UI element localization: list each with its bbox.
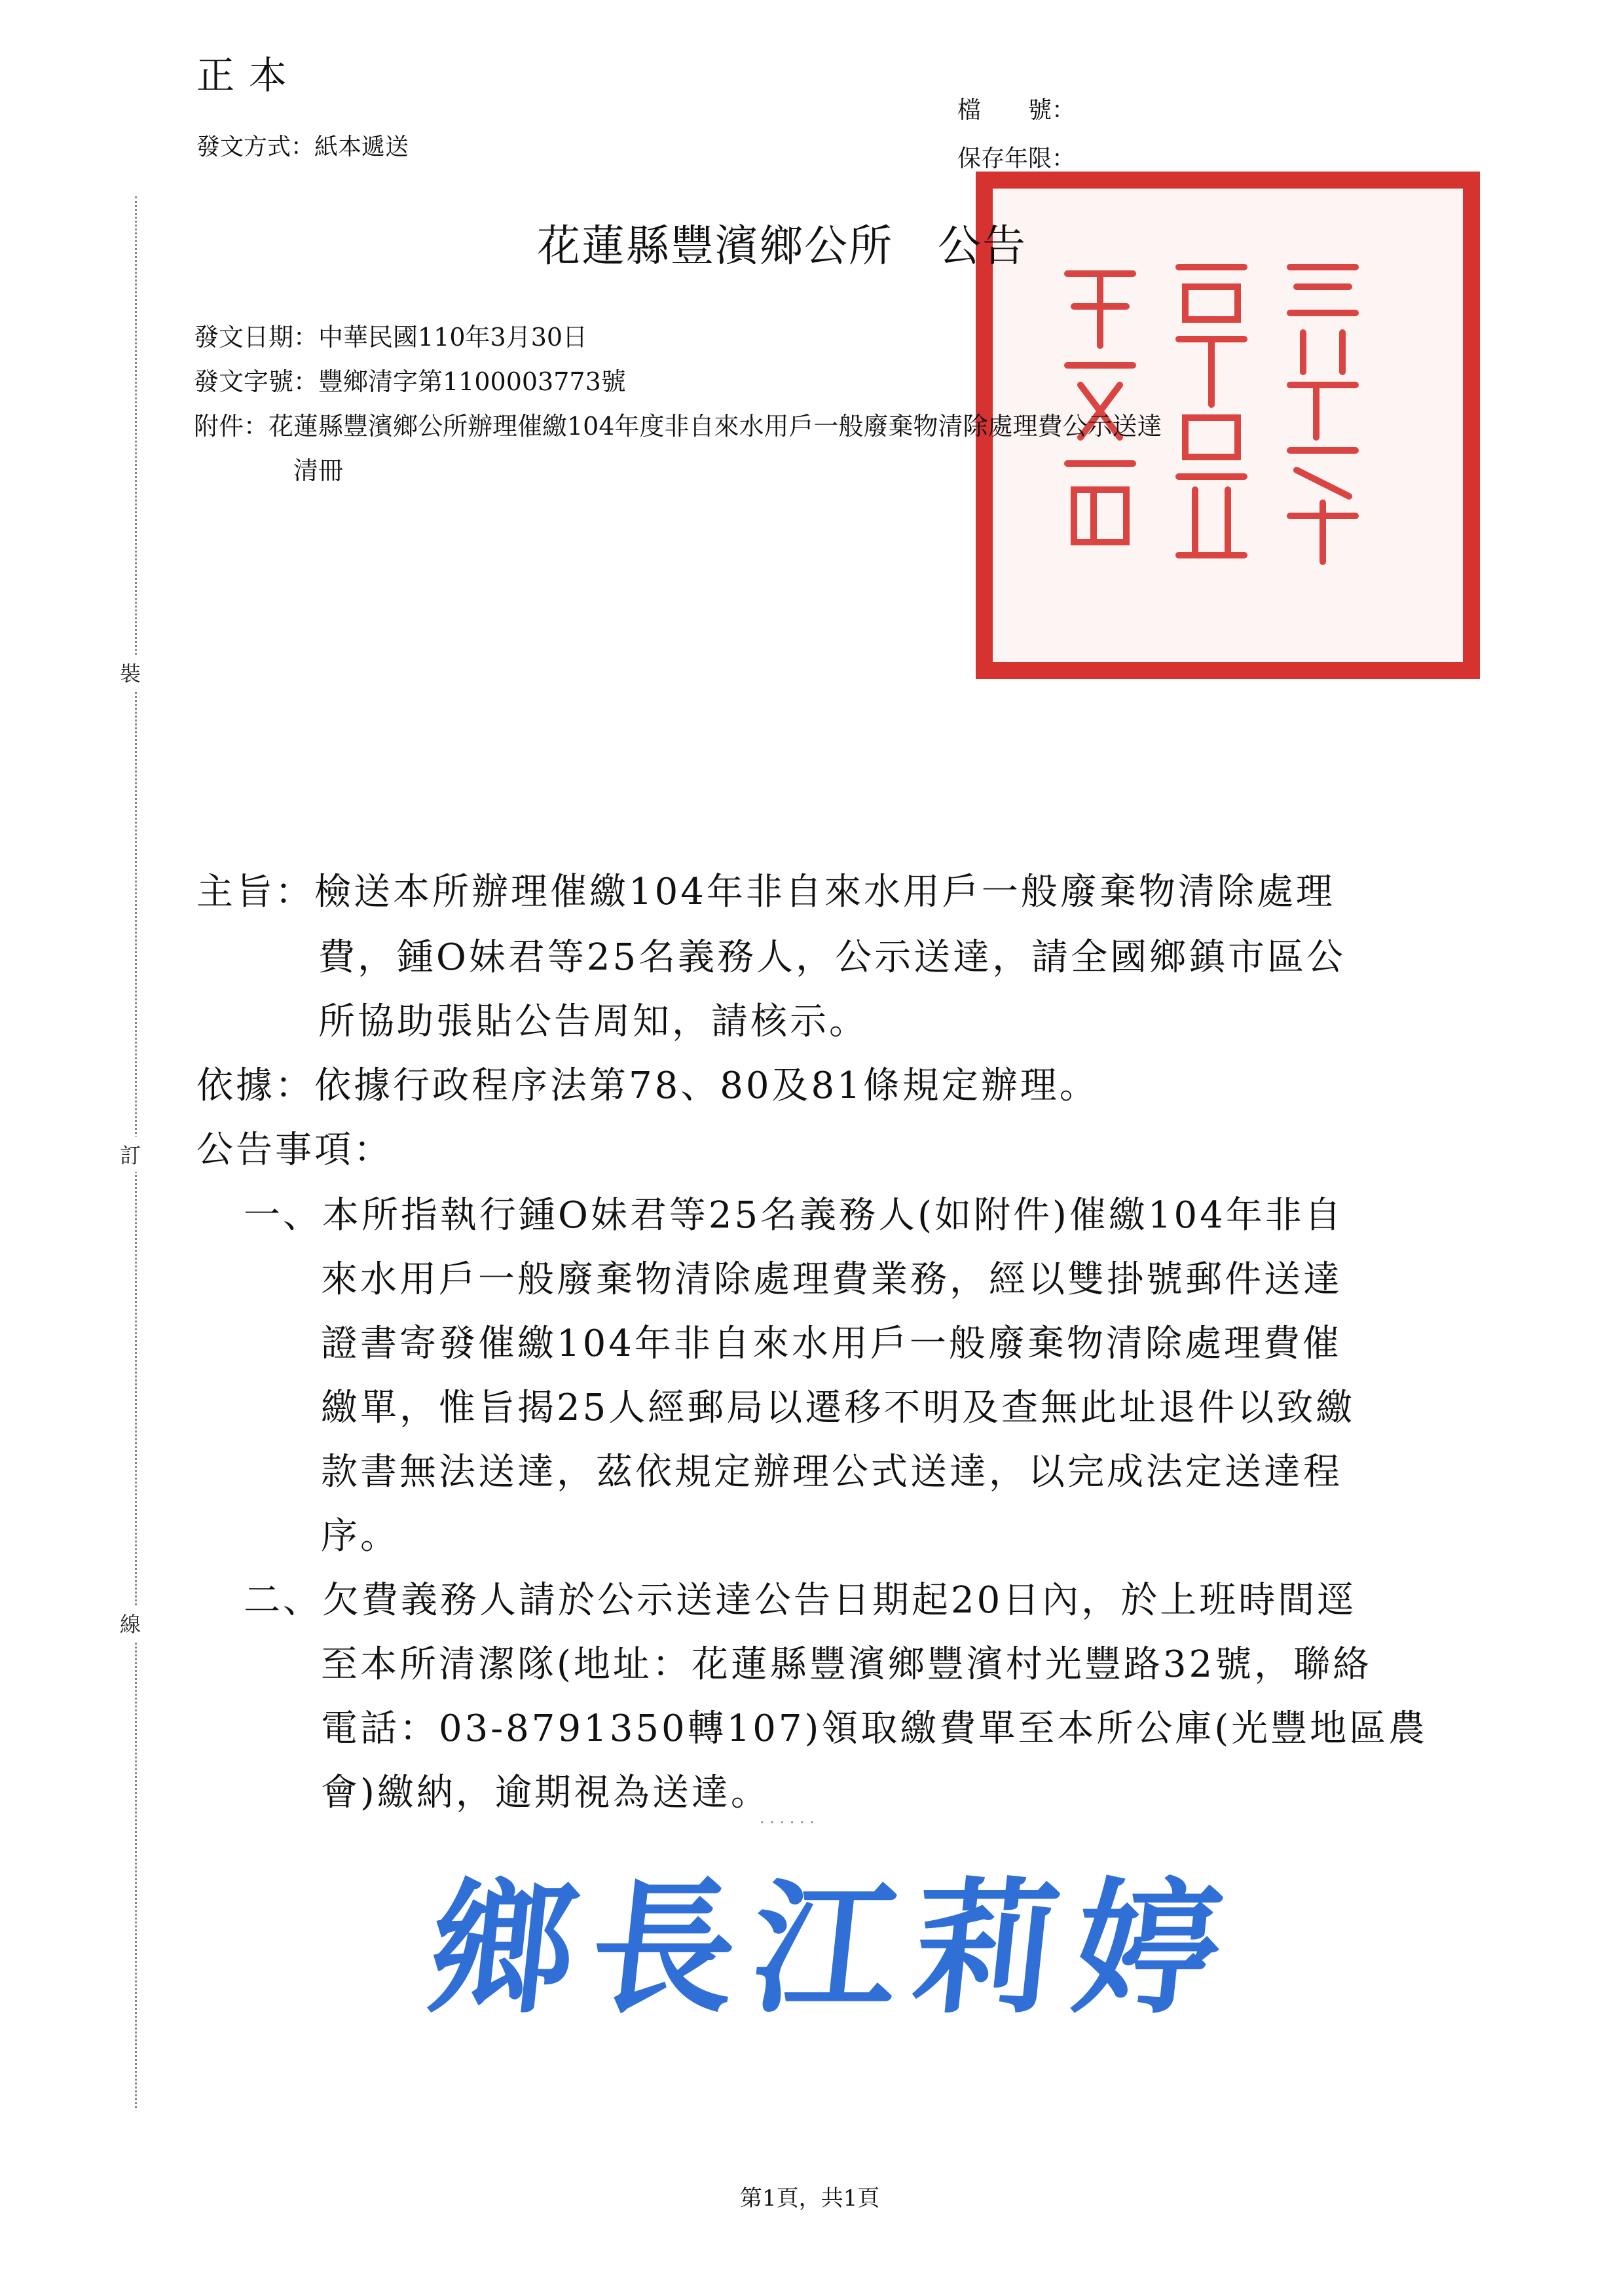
basis-line: 依據：依據行政程序法第78、80及81條規定辦理。 bbox=[196, 1065, 1099, 1107]
notice-item-2-line: 電話：03-8791350轉107)領取繳費單至本所公庫(光豐地區農 bbox=[321, 1707, 1428, 1750]
binding-mark-xian: 線 bbox=[120, 1605, 141, 1641]
retention-period-label: 保存年限： bbox=[957, 145, 1076, 172]
issue-date: 發文日期：中華民國110年3月30日 bbox=[194, 323, 588, 352]
archive-number-label: 檔 號： bbox=[957, 97, 1076, 124]
notice-item-2-line: 二、欠費義務人請於公示送達公告日期起20日內，於上班時間逕 bbox=[244, 1579, 1357, 1622]
notice-item-2-line: 至本所清潔隊(地址：花蓮縣豐濱鄉豐濱村光豐路32號，聯絡 bbox=[321, 1643, 1373, 1686]
issue-number: 發文字號：豐鄉清字第1100003773號 bbox=[194, 367, 626, 396]
notice-heading: 公告事項： bbox=[196, 1129, 393, 1171]
notice-item-1-line: 款書無法送達，茲依規定辦理公式送達，以完成法定送達程 bbox=[321, 1451, 1342, 1493]
notice-item-1-line: 證書寄發催繳104年非自來水用戶一般廢棄物清除處理費催 bbox=[321, 1322, 1342, 1365]
signature: 鄉長江莉婷 bbox=[422, 1863, 1246, 2033]
attachment-line: 附件：花蓮縣豐濱鄉公所辦理催繳104年度非自來水用戶一般廢棄物清除處理費公示送達 bbox=[194, 412, 1162, 441]
page-number: 第1頁，共1頁 bbox=[740, 2185, 880, 2212]
subject-line: 所協助張貼公告周知，請核示。 bbox=[318, 1000, 868, 1043]
signature-mark: · · · · · · bbox=[760, 1813, 815, 1832]
binding-mark-zhuang: 裝 bbox=[120, 655, 141, 690]
notice-item-1-line: 繳單，惟旨揭25人經郵局以遷移不明及查無此址退件以致繳 bbox=[321, 1387, 1356, 1429]
notice-item-2-line: 會)繳納，逾期視為送達。 bbox=[321, 1772, 770, 1814]
document-title: 花蓮縣豐濱鄉公所 公告 bbox=[537, 221, 1027, 271]
copy-mark: 正本 bbox=[196, 53, 302, 98]
notice-item-1-line: 序。 bbox=[321, 1515, 399, 1558]
notice-item-1-line: 一、本所指執行鍾O妹君等25名義務人(如附件)催繳104年非自 bbox=[244, 1194, 1344, 1237]
binding-mark-ding: 訂 bbox=[120, 1137, 141, 1172]
notice-item-1-line: 來水用戶一般廢棄物清除處理費業務，經以雙掛號郵件送達 bbox=[321, 1258, 1342, 1301]
delivery-method: 發文方式：紙本遞送 bbox=[196, 134, 409, 160]
attachment-line-continued: 清冊 bbox=[293, 456, 344, 485]
subject-line: 主旨：檢送本所辦理催繳104年非自來水用戶一般廢棄物清除處理 bbox=[196, 871, 1335, 913]
subject-line: 費，鍾O妹君等25名義務人，公示送達，請全國鄉鎮市區公 bbox=[318, 936, 1346, 979]
